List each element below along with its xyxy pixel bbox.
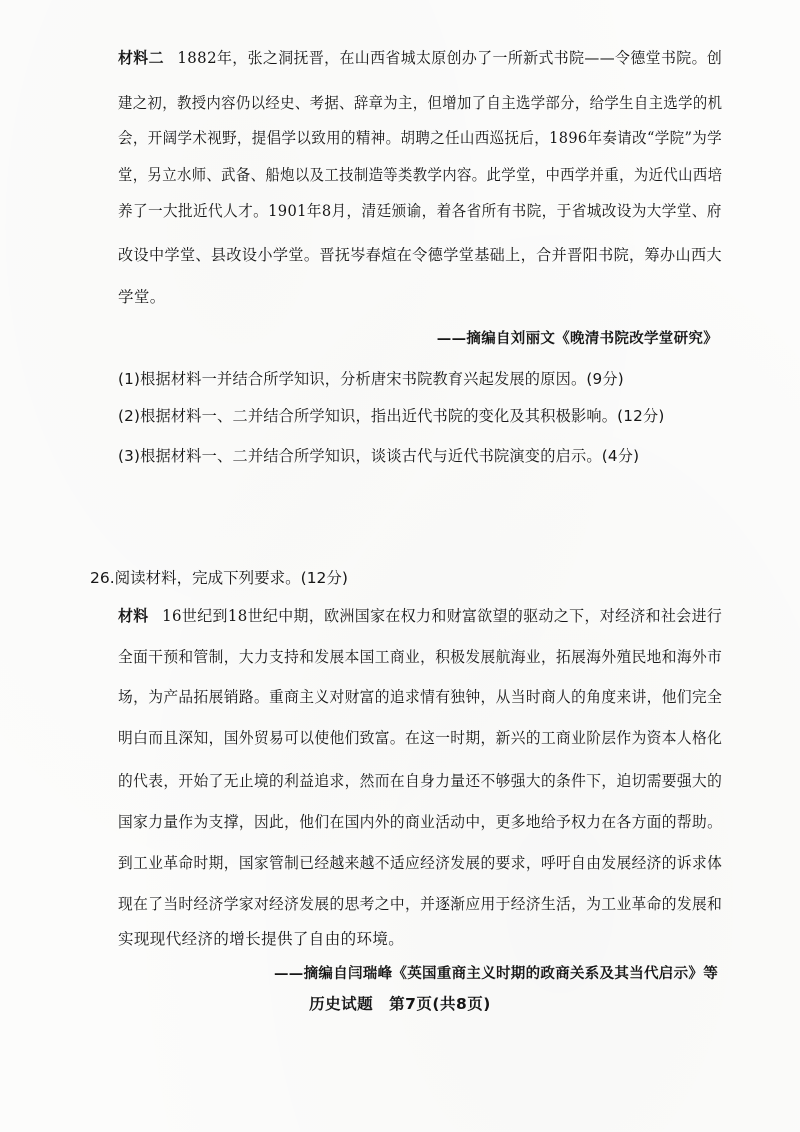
material2-line-7: 学堂。 xyxy=(118,288,166,306)
material2-line-4: 堂，另立水师、武备、船炮以及工技制造等类教学内容。此学堂，中西学并重，为近代山西培 xyxy=(118,166,723,184)
question-25-3: (3)根据材料一、二并结合所学知识，谈谈古代与近代书院演变的启示。(4分) xyxy=(118,447,640,465)
material2-label: 材料二 xyxy=(118,48,164,67)
q26-line-4: 明白而且深知，国外贸易可以使他们致富。在这一时期，新兴的工商业阶层作为资本人格化 xyxy=(118,729,723,747)
q26-line-5: 的代表，开始了无止境的利益追求，然而在自身力量还不够强大的条件下，迫切需要强大的 xyxy=(118,772,723,790)
material2-line-3: 会，开阔学术视野，提倡学以致用的精神。胡聘之任山西巡抚后，1896年奏请改“学院”为学 xyxy=(118,129,723,147)
q26-material-label: 材料 xyxy=(118,606,149,625)
question-25-2: (2)根据材料一、二并结合所学知识，指出近代书院的变化及其积极影响。(12分) xyxy=(118,407,665,425)
q26-text: 16世纪到18世纪中期，欧洲国家在权力和财富欲望的驱动之下，对经济和社会进行 xyxy=(162,607,723,625)
q26-source: ——摘编自闫瑞峰《英国重商主义时期的政商关系及其当代启示》等 xyxy=(274,965,718,982)
material2-source: ——摘编自刘丽文《晚清书院改学堂研究》 xyxy=(436,330,718,347)
q26-line-9: 实现现代经济的增长提供了自由的环境。 xyxy=(118,930,405,948)
material2-line-6: 改设中学堂、县改设小学堂。晋抚岑春煊在令德学堂基础上，合并晋阳书院，筹办山西大 xyxy=(118,246,722,264)
q26-line-7: 到工业革命时期，国家管制已经越来越不适应经济发展的要求，呼吁自由发展经济的诉求体 xyxy=(118,854,723,872)
q26-line-3: 场，为产品拓展销路。重商主义对财富的追求情有独钟，从当时商人的角度来讲，他们完全 xyxy=(118,688,723,706)
q26-line-6: 国家力量作为支撑，因此，他们在国内外的商业活动中，更多地给予权力在各方面的帮助。 xyxy=(118,813,723,831)
question-25-1: (1)根据材料一并结合所学知识，分析唐宋书院教育兴起发展的原因。(9分) xyxy=(118,370,624,388)
material2-line-5: 养了一大批近代人才。1901年8月，清廷颁谕，着各省所有书院，于省城改设为大学堂、府 xyxy=(118,202,722,220)
q26-line-8: 现在了当时经济学家对经济发展的思考之中，并逐渐应用于经济生活，为工业革命的发展和 xyxy=(118,895,723,913)
question-26-title: 26.阅读材料，完成下列要求。(12分) xyxy=(90,569,348,587)
material2-line-1 xyxy=(118,48,722,68)
q26-line-2: 全面干预和管制，大力支持和发展本国工商业，积极发展航海业，拓展海外殖民地和海外市 xyxy=(118,648,723,666)
q26-line-1 xyxy=(118,606,722,626)
material2-line-2: 建之初，教授内容仍以经史、考据、辞章为主，但增加了自主选学部分，给学生自主选学的机 xyxy=(118,94,723,112)
page-footer: 历史试题 第7页(共8页) xyxy=(309,995,491,1013)
material2-text: 1882年，张之洞抚晋，在山西省城太原创办了一所新式书院——令德堂书院。创 xyxy=(177,49,723,67)
